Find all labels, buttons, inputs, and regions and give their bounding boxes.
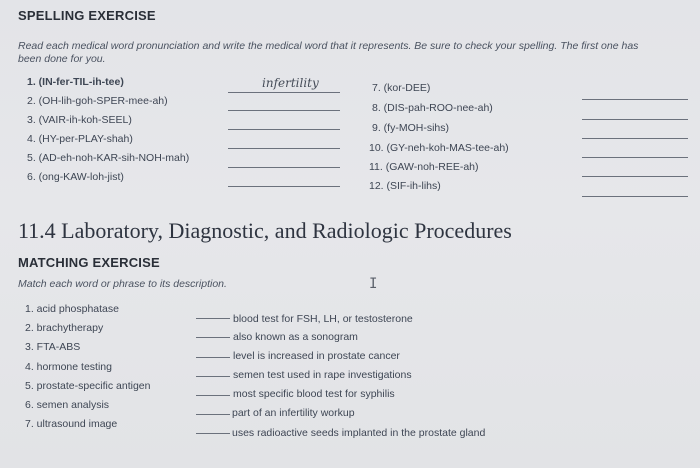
answer-blank-9[interactable] [582, 138, 688, 139]
matching-term-2: 2. brachytherapy [25, 322, 104, 334]
matching-description-6: part of an infertility workup [232, 407, 355, 419]
matching-instruction: Match each word or phrase to its description. [18, 278, 227, 290]
spelling-exercise-title: SPELLING EXERCISE [18, 8, 156, 23]
spelling-item-10: 10. (GY-neh-koh-MAS-tee-ah) [369, 142, 509, 154]
answer-blank-5[interactable] [228, 167, 340, 168]
spelling-item-9: 9. (fy-MOH-sihs) [372, 122, 449, 134]
answer-blank-1[interactable] [228, 92, 340, 93]
spelling-answer-1: infertility [262, 76, 319, 90]
match-blank-5[interactable] [196, 395, 230, 396]
matching-description-3: level is increased in prostate cancer [233, 350, 400, 362]
matching-description-2: also known as a sonogram [233, 331, 358, 343]
matching-description-7: uses radioactive seeds implanted in the prostate gland [232, 427, 486, 439]
spelling-item-7: 7. (kor-DEE) [372, 82, 431, 94]
matching-term-6: 6. semen analysis [25, 399, 110, 411]
answer-blank-3[interactable] [228, 129, 340, 130]
spelling-instruction-line1: Read each medical word pronunciation and write the medical word that it represents. Be sure to check your spelling. The first one has [18, 40, 639, 52]
matching-term-1: 1. acid phosphatase [25, 303, 119, 315]
text-cursor-icon: I [369, 276, 378, 292]
chapter-heading: 11.4 Laboratory, Diagnostic, and Radiologic Procedures [18, 218, 512, 243]
match-blank-1[interactable] [196, 318, 230, 319]
match-blank-2[interactable] [196, 337, 230, 338]
matching-term-5: 5. prostate-specific antigen [25, 380, 151, 392]
answer-blank-12[interactable] [582, 196, 688, 197]
answer-blank-6[interactable] [228, 186, 340, 187]
matching-description-5: most specific blood test for syphilis [233, 388, 395, 400]
match-blank-4[interactable] [196, 376, 230, 377]
answer-blank-2[interactable] [228, 110, 340, 111]
matching-description-4: semen test used in rape investigations [233, 369, 412, 381]
answer-blank-10[interactable] [582, 157, 688, 158]
spelling-item-6: 6. (ong-KAW-loh-jist) [27, 171, 124, 183]
spelling-item-1: 1. (IN-fer-TIL-ih-tee) [27, 76, 124, 88]
spelling-item-8: 8. (DIS-pah-ROO-nee-ah) [372, 102, 493, 114]
spelling-item-2: 2. (OH-lih-goh-SPER-mee-ah) [27, 95, 168, 107]
matching-exercise-title: MATCHING EXERCISE [18, 255, 160, 270]
match-blank-6[interactable] [196, 414, 230, 415]
spelling-item-5: 5. (AD-eh-noh-KAR-sih-NOH-mah) [27, 152, 190, 164]
spelling-item-12: 12. (SIF-ih-lihs) [369, 180, 441, 192]
match-blank-3[interactable] [196, 357, 230, 358]
spelling-item-3: 3. (VAIR-ih-koh-SEEL) [27, 114, 132, 126]
spelling-item-4: 4. (HY-per-PLAY-shah) [27, 133, 133, 145]
match-blank-7[interactable] [196, 433, 230, 434]
matching-term-7: 7. ultrasound image [25, 418, 118, 430]
answer-blank-7[interactable] [582, 99, 688, 100]
answer-blank-4[interactable] [228, 148, 340, 149]
answer-blank-8[interactable] [582, 119, 688, 120]
matching-term-3: 3. FTA-ABS [25, 341, 81, 353]
spelling-instruction-line2: been done for you. [18, 53, 106, 65]
matching-description-1: blood test for FSH, LH, or testosterone [233, 313, 413, 325]
answer-blank-11[interactable] [582, 176, 688, 177]
matching-term-4: 4. hormone testing [25, 361, 112, 373]
spelling-item-11: 11. (GAW-noh-REE-ah) [369, 161, 479, 173]
